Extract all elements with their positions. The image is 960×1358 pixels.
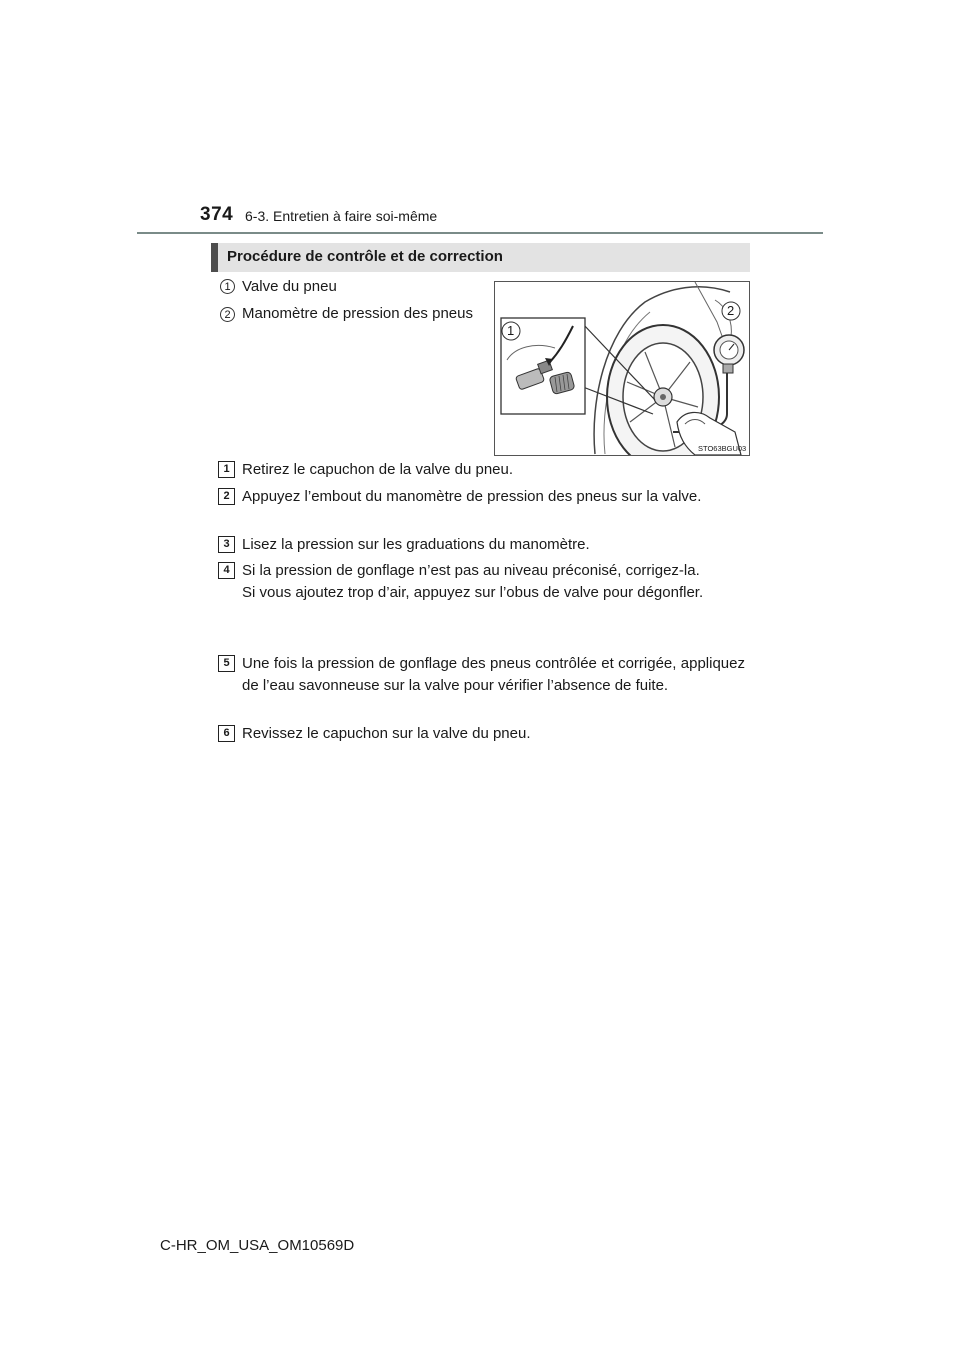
procedure-title: Procédure de contrôle et de correction bbox=[227, 248, 503, 265]
section-title: 6-3. Entretien à faire soi-même bbox=[245, 208, 438, 224]
step-5-text: Une fois la pression de gonflage des pneus contrôlée et corrigée, appliquez de l’eau savonneuse sur la valve pour vérifier l’absence de fuite. bbox=[242, 655, 745, 694]
procedure-heading bbox=[211, 243, 750, 272]
figure-callout-2: 2 bbox=[727, 303, 735, 318]
step-badge-3: 3 bbox=[218, 536, 235, 553]
step-badge-1: 1 bbox=[218, 461, 235, 478]
legend-valve-text: Valve du pneu bbox=[242, 278, 337, 295]
step-6-text: Revissez le capuchon sur la valve du pneu. bbox=[242, 725, 531, 742]
header-rule bbox=[137, 232, 823, 234]
step-4-text: Si la pression de gonflage n’est pas au niveau préconisé, corrigez-la. Si vous ajoutez trop d’air, appuyez sur l’obus de valve pour dégonfler. bbox=[242, 562, 704, 601]
document-code: C-HR_OM_USA_OM10569D bbox=[160, 1237, 355, 1254]
step-badge-5: 5 bbox=[218, 655, 235, 672]
step-badge-6: 6 bbox=[218, 725, 235, 742]
tire-gauge-illustration bbox=[495, 282, 749, 455]
tire-pressure-figure bbox=[494, 281, 750, 456]
legend-gauge-text: Manomètre de pression des pneus bbox=[242, 305, 473, 322]
step-2-text: Appuyez l’embout du manomètre de pression des pneus sur la valve. bbox=[242, 488, 702, 505]
page-number: 374 bbox=[200, 204, 234, 225]
step-badge-4: 4 bbox=[218, 562, 235, 579]
step-badge-2: 2 bbox=[218, 488, 235, 505]
figure-callout-1: 1 bbox=[507, 323, 515, 338]
figure-code: STO63BGU03 bbox=[698, 444, 747, 453]
step-1-text: Retirez le capuchon de la valve du pneu. bbox=[242, 461, 514, 478]
step-3-text: Lisez la pression sur les graduations du manomètre. bbox=[242, 536, 590, 553]
legend-callout-2: 2 bbox=[220, 307, 235, 322]
legend-callout-1: 1 bbox=[220, 279, 235, 294]
